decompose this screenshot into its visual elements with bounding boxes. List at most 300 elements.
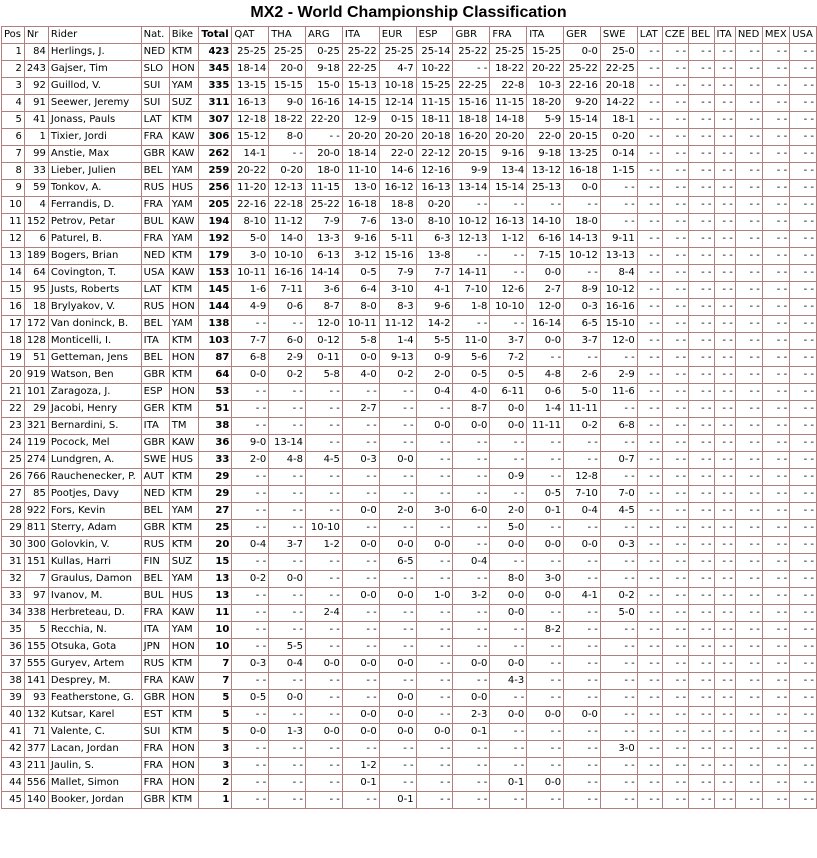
table-cell: - - [790,554,817,571]
table-cell: - - [735,452,762,469]
table-cell: 0-0 [490,401,527,418]
column-header: ESP [416,27,453,44]
table-cell: - - [735,299,762,316]
table-cell: - - [306,758,343,775]
table-cell: 7 [24,571,48,588]
table-cell: 7 [199,673,232,690]
table-cell: Paturel, B. [48,231,141,248]
table-cell: - - [714,231,735,248]
table-cell: - - [790,758,817,775]
table-cell: - - [453,537,490,554]
table-cell: 274 [24,452,48,469]
table-cell: - - [790,605,817,622]
table-cell: - - [689,690,714,707]
table-cell: 9-9 [453,163,490,180]
table-cell: - - [790,503,817,520]
table-cell: GBR [141,690,169,707]
table-cell: - - [416,452,453,469]
table-cell: 25 [199,520,232,537]
table-cell: 155 [24,639,48,656]
table-cell: - - [714,673,735,690]
table-cell: 10 [199,622,232,639]
table-cell: 20-0 [306,146,343,163]
table-cell: 14-15 [342,95,379,112]
table-cell: 22-16 [232,197,269,214]
table-cell: 16-16 [306,95,343,112]
table-cell: 919 [24,367,48,384]
table-cell: 37 [2,656,25,673]
table-cell: - - [600,571,637,588]
table-cell: 9-16 [490,146,527,163]
table-cell: 2-0 [416,367,453,384]
table-cell: 15-13 [342,78,379,95]
table-cell: 0-0 [527,333,564,350]
table-cell: - - [490,639,527,656]
table-cell: - - [714,775,735,792]
table-cell: - - [232,775,269,792]
table-cell: 0-0 [269,571,306,588]
table-cell: - - [790,537,817,554]
table-cell: 9-6 [416,299,453,316]
table-cell: - - [735,112,762,129]
table-cell: - - [689,197,714,214]
table-cell: 119 [24,435,48,452]
table-cell: 23 [2,418,25,435]
table-body [2,44,817,809]
table-cell: - - [600,180,637,197]
table-cell: 3-7 [490,333,527,350]
table-cell: - - [762,435,789,452]
table-cell: - - [564,741,601,758]
table-cell: 38 [2,673,25,690]
table-cell: - - [714,214,735,231]
table-row [2,673,817,690]
table-cell: - - [306,418,343,435]
table-cell: - - [662,282,688,299]
table-cell: - - [790,588,817,605]
table-cell: 0-0 [527,707,564,724]
table-cell: 2 [2,61,25,78]
table-cell: 8-2 [527,622,564,639]
table-cell: - - [269,707,306,724]
table-cell: 9-0 [269,95,306,112]
table-cell: 7 [2,146,25,163]
table-cell: - - [490,197,527,214]
table-cell: - - [600,401,637,418]
table-cell: 128 [24,333,48,350]
table-cell: FRA [141,775,169,792]
table-cell: NED [141,248,169,265]
table-cell: - - [637,418,662,435]
table-cell: BEL [141,503,169,520]
table-cell: Rauchenecker, P. [48,469,141,486]
table-cell: GBR [141,367,169,384]
table-cell: - - [762,384,789,401]
table-cell: - - [790,95,817,112]
table-cell: - - [637,639,662,656]
table-cell: 14-10 [527,214,564,231]
table-cell: 84 [24,44,48,61]
table-cell: 12 [2,231,25,248]
table-cell: 3-6 [306,282,343,299]
table-cell: 14-13 [564,231,601,248]
column-header: Pos [2,27,25,44]
table-cell: 7-15 [527,248,564,265]
table-cell: 4-0 [342,367,379,384]
table-cell: 14-1 [232,146,269,163]
table-cell: - - [762,231,789,248]
table-cell: KTM [169,486,199,503]
table-cell: - - [689,316,714,333]
column-header: USA [790,27,817,44]
table-cell: - - [637,384,662,401]
table-cell: - - [762,282,789,299]
table-cell: - - [527,469,564,486]
table-cell: - - [790,146,817,163]
table-cell: - - [637,265,662,282]
table-row [2,452,817,469]
table-cell: 0-0 [306,724,343,741]
table-cell: - - [735,248,762,265]
table-cell: 71 [24,724,48,741]
table-cell: 0-0 [379,707,416,724]
table-cell: 16-12 [379,180,416,197]
table-cell: 36 [2,639,25,656]
table-row [2,520,817,537]
table-cell: Tixier, Jordi [48,129,141,146]
table-cell: NED [141,44,169,61]
table-cell: Pootjes, Davy [48,486,141,503]
table-cell: 4-5 [600,503,637,520]
table-cell: 16-13 [490,214,527,231]
table-cell: Mallet, Simon [48,775,141,792]
table-cell: 11-12 [379,316,416,333]
table-row [2,537,817,554]
table-cell: - - [714,316,735,333]
table-cell: YAM [169,197,199,214]
table-cell: 0-0 [490,656,527,673]
table-cell: BEL [141,316,169,333]
column-header: Nr [24,27,48,44]
table-cell: - - [269,588,306,605]
table-cell: - - [453,248,490,265]
table-cell: - - [306,486,343,503]
table-cell: 12-18 [232,112,269,129]
table-cell: 13 [199,588,232,605]
table-cell: - - [714,469,735,486]
table-cell: Golovkin, V. [48,537,141,554]
table-cell: HON [169,299,199,316]
table-cell: 300 [24,537,48,554]
table-cell: - - [735,707,762,724]
table-cell: - - [689,537,714,554]
table-cell: - - [662,537,688,554]
table-row [2,367,817,384]
table-cell: 16-14 [527,316,564,333]
table-cell: KAW [169,435,199,452]
table-cell: 93 [24,690,48,707]
table-cell: 16 [2,299,25,316]
table-cell: 42 [2,741,25,758]
table-cell: - - [714,486,735,503]
table-cell: 15 [199,554,232,571]
table-cell: 0-1 [379,792,416,809]
table-cell: 39 [2,690,25,707]
table-cell: 95 [24,282,48,299]
table-cell: Otsuka, Gota [48,639,141,656]
table-cell: 16-18 [564,163,601,180]
table-cell: 41 [24,112,48,129]
table-cell: - - [662,605,688,622]
table-cell: 97 [24,588,48,605]
table-cell: - - [637,537,662,554]
table-cell: 1 [24,129,48,146]
table-cell: 25-13 [527,180,564,197]
table-cell: - - [689,571,714,588]
table-cell: - - [689,282,714,299]
table-cell: - - [490,452,527,469]
table-cell: 12-14 [379,95,416,112]
table-cell: 10-10 [490,299,527,316]
table-cell: - - [762,537,789,554]
table-cell: 6 [24,231,48,248]
table-cell: KAW [169,146,199,163]
table-cell: 0-1 [490,775,527,792]
table-cell: - - [790,197,817,214]
table-cell: 8-0 [269,129,306,146]
table-cell: - - [342,469,379,486]
table-cell: - - [453,469,490,486]
table-cell: 0-0 [416,418,453,435]
table-cell: - - [735,350,762,367]
table-cell: 0-0 [564,44,601,61]
table-cell: - - [662,503,688,520]
table-cell: 0-4 [564,503,601,520]
table-cell: 9-20 [564,95,601,112]
table-cell: - - [453,758,490,775]
table-cell: - - [453,792,490,809]
table-cell: EST [141,707,169,724]
column-header: EUR [379,27,416,44]
table-cell: - - [735,537,762,554]
table-cell: - - [306,622,343,639]
table-cell: 9 [2,180,25,197]
table-cell: - - [637,333,662,350]
table-cell: BEL [141,163,169,180]
table-cell: 20-15 [564,129,601,146]
table-cell: 18-1 [600,112,637,129]
table-cell: 2-7 [342,401,379,418]
table-cell: 7-6 [342,214,379,231]
table-cell: Getteman, Jens [48,350,141,367]
table-cell: ITA [141,418,169,435]
table-cell: 25-25 [379,44,416,61]
table-cell: KTM [169,707,199,724]
table-cell: 18-11 [416,112,453,129]
table-cell: - - [762,197,789,214]
table-cell: 13-0 [379,214,416,231]
table-cell: 0-0 [342,724,379,741]
table-cell: 5-9 [527,112,564,129]
table-cell: - - [637,690,662,707]
table-cell: 0-0 [379,588,416,605]
table-cell: - - [735,333,762,350]
table-cell: - - [790,180,817,197]
table-cell: 6-3 [416,231,453,248]
table-cell: - - [735,367,762,384]
table-cell: - - [342,639,379,656]
table-cell: - - [689,639,714,656]
table-cell: 1-4 [379,333,416,350]
table-cell: 8-3 [379,299,416,316]
table-cell: - - [490,622,527,639]
table-cell: - - [762,78,789,95]
table-cell: - - [735,401,762,418]
table-cell: 0-0 [527,265,564,282]
table-cell: 12-6 [490,282,527,299]
table-cell: Tonkov, A. [48,180,141,197]
table-cell: - - [735,384,762,401]
table-cell: KAW [169,129,199,146]
table-cell: - - [600,639,637,656]
table-cell: 51 [24,350,48,367]
table-cell: - - [735,741,762,758]
table-cell: SLO [141,61,169,78]
table-cell: 16-16 [600,299,637,316]
table-cell: 189 [24,248,48,265]
table-cell: - - [689,384,714,401]
table-cell: - - [714,350,735,367]
table-cell: - - [232,554,269,571]
table-cell: - - [637,588,662,605]
table-cell: 192 [199,231,232,248]
table-cell: - - [662,95,688,112]
table-cell: - - [637,520,662,537]
table-cell: - - [342,571,379,588]
table-cell: - - [762,571,789,588]
table-cell: - - [662,673,688,690]
table-cell: 25-0 [600,44,637,61]
table-cell: 0-0 [342,537,379,554]
table-cell: - - [637,554,662,571]
table-cell: - - [662,61,688,78]
table-cell: - - [762,724,789,741]
table-cell: - - [490,690,527,707]
table-cell: - - [689,520,714,537]
table-cell: - - [689,503,714,520]
table-cell: - - [269,673,306,690]
table-cell: - - [790,724,817,741]
table-cell: - - [306,588,343,605]
table-cell: Watson, Ben [48,367,141,384]
table-cell: - - [689,265,714,282]
table-row [2,112,817,129]
table-cell: 0-0 [342,588,379,605]
table-cell: 18-8 [379,197,416,214]
table-cell: 172 [24,316,48,333]
table-cell: - - [306,690,343,707]
table-cell: 1-4 [527,401,564,418]
table-cell: KTM [169,112,199,129]
table-cell: 33 [24,163,48,180]
table-cell: 4 [24,197,48,214]
table-cell: - - [637,316,662,333]
table-row [2,486,817,503]
table-cell: - - [379,469,416,486]
table-cell: RUS [141,537,169,554]
table-cell: 262 [199,146,232,163]
table-row [2,758,817,775]
table-cell: - - [689,401,714,418]
table-cell: - - [564,265,601,282]
table-cell: - - [735,588,762,605]
table-cell: - - [689,231,714,248]
table-cell: 0-9 [416,350,453,367]
table-cell: - - [453,452,490,469]
table-cell: 4-3 [490,673,527,690]
table-cell: 0-0 [342,707,379,724]
table-cell: - - [735,214,762,231]
table-cell: - - [714,537,735,554]
table-cell: 138 [199,316,232,333]
table-cell: 10-10 [269,248,306,265]
table-cell: 25 [2,452,25,469]
table-cell: - - [735,146,762,163]
table-cell: 307 [199,112,232,129]
column-header: ARG [306,27,343,44]
table-cell: 1-3 [269,724,306,741]
table-cell: 5-0 [490,520,527,537]
table-cell: 811 [24,520,48,537]
table-cell: 22-25 [342,61,379,78]
table-cell: 7-11 [269,282,306,299]
table-cell: - - [662,231,688,248]
table-cell: 145 [199,282,232,299]
table-cell: - - [714,163,735,180]
table-cell: 3-0 [416,503,453,520]
table-cell: 20 [199,537,232,554]
table-cell: YAM [169,503,199,520]
table-row [2,639,817,656]
table-cell: - - [689,707,714,724]
table-cell: - - [600,656,637,673]
table-cell: - - [564,197,601,214]
table-cell: 555 [24,656,48,673]
table-cell: BEL [141,571,169,588]
table-cell: 2-3 [453,707,490,724]
table-row [2,129,817,146]
table-cell: 22-0 [527,129,564,146]
table-cell: 0-2 [564,418,601,435]
table-cell: 87 [199,350,232,367]
table-cell: - - [600,350,637,367]
table-row [2,248,817,265]
table-cell: 13-8 [416,248,453,265]
table-cell: - - [232,503,269,520]
table-cell: 311 [199,95,232,112]
column-header: ITA [714,27,735,44]
table-cell: - - [453,639,490,656]
table-cell: 20-20 [490,129,527,146]
table-cell: - - [637,112,662,129]
table-row [2,231,817,248]
table-cell: - - [232,486,269,503]
table-cell: - - [735,180,762,197]
table-cell: - - [306,707,343,724]
table-cell: 2-6 [564,367,601,384]
table-cell: 766 [24,469,48,486]
table-cell: ITA [141,622,169,639]
